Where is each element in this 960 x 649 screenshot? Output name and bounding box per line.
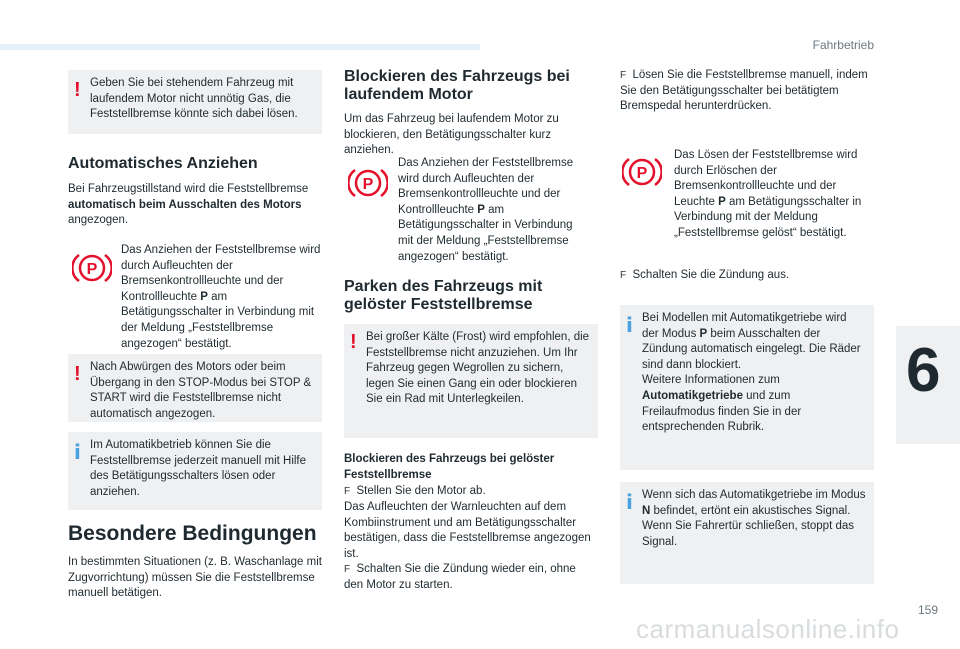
- step-bullet: F: [620, 70, 627, 81]
- chapter-number: 6: [906, 336, 941, 405]
- parking-brake-icon: [72, 250, 112, 286]
- section-heading: Automatisches Anziehen: [68, 155, 258, 172]
- info-text: Weitere Informationen zum Automatikgetriebe und zum Freilaufmodus finden Sie in der entsprechenden Rubrik.: [642, 374, 802, 434]
- icon-description: Das Anziehen der Feststellbremse wird durch Aufleuchten der Bremsenkontrollleuchte und der Kontrollleuchte P am Betätigungsschalter in Verbindung mit der Meldung „Feststellbremse angezogen“ bestätigt.: [121, 244, 321, 350]
- section-heading: Parken des Fahrzeugs mit gelöster Feststellbremse: [344, 278, 543, 313]
- sub-heading: Blockieren des Fahrzeugs bei gelöster Feststellbremse: [344, 453, 555, 481]
- warning-icon: !: [74, 363, 81, 385]
- parking-brake-icon: [348, 165, 388, 201]
- step: F Schalten Sie die Zündung wieder ein, ohne den Motor zu starten.: [344, 563, 576, 591]
- warning-text: Bei großer Kälte (Frost) wird empfohlen, die Feststellbremse nicht anzuziehen. Um Ihr Fahrzeug gegen Wegrollen zu sichern, legen Sie einen Gang ein oder blockieren Sie ein Rad mit Unterlegkeilen.: [366, 331, 590, 406]
- paragraph: Bei Fahrzeugstillstand wird die Feststellbremse automatisch beim Ausschalten des Motors angezogen.: [68, 183, 309, 227]
- warning-box: [344, 324, 598, 438]
- info-icon: i: [74, 440, 81, 464]
- info-text: Bei Modellen mit Automatikgetriebe wird der Modus P beim Ausschalten der Zündung automatisch eingelegt. Die Räder sind dann blockiert.: [642, 312, 861, 371]
- info-icon: i: [626, 490, 633, 514]
- step-bullet: F: [344, 564, 351, 575]
- info-box: [620, 482, 874, 584]
- svg-text:P: P: [636, 165, 648, 182]
- step-bullet: F: [620, 270, 627, 281]
- section-title: Fahrbetrieb: [812, 38, 874, 52]
- section-heading: Blockieren des Fahrzeugs bei laufendem Motor: [344, 68, 570, 103]
- info-icon: i: [626, 313, 633, 337]
- warning-box: [68, 354, 322, 422]
- svg-text:P: P: [362, 176, 374, 193]
- info-box: [620, 305, 874, 470]
- step-bullet: F: [344, 486, 351, 497]
- step: F Lösen Sie die Feststellbremse manuell, indem Sie den Betätigungsschalter bei betätigtem Bremspedal herunterdrücken.: [620, 69, 868, 113]
- warning-text: Geben Sie bei stehendem Fahrzeug mit laufendem Motor nicht unnötig Gas, die Feststellbremse könnte sich dabei lösen.: [90, 77, 298, 121]
- step: F Schalten Sie die Zündung aus.: [620, 269, 790, 281]
- header-accent-bar: [0, 44, 480, 50]
- warning-icon: !: [74, 79, 81, 101]
- watermark: carmanualsonline.info: [636, 614, 900, 644]
- step-explanation: Das Aufleuchten der Warnleuchten auf dem Kombiinstrument und am Betätigungsschalter bestätigen, dass die Feststellbremse angezogen ist.: [344, 501, 591, 560]
- parking-brake-icon: [622, 154, 662, 190]
- info-text: Im Automatikbetrieb können Sie die Feststellbremse jederzeit manuell mit Hilfe des Betätigungsschalters lösen oder anziehen.: [90, 439, 307, 498]
- page-number: 159: [918, 603, 939, 617]
- warning-box: [68, 70, 322, 134]
- info-box: [68, 432, 322, 510]
- step: F Stellen Sie den Motor ab.: [344, 485, 486, 497]
- info-text: Wenn sich das Automatikgetriebe im Modus N befindet, ertönt ein akustisches Signal. Wenn Sie Fahrertür schließen, stoppt das Signal.: [642, 489, 866, 548]
- svg-text:P: P: [86, 261, 98, 278]
- warning-text: Nach Abwürgen des Motors oder beim Übergang in den STOP-Modus bei STOP & START wird die Feststellbremse nicht automatisch angezogen.: [90, 361, 312, 420]
- warning-icon: !: [350, 331, 357, 353]
- paragraph: Um das Fahrzeug bei laufendem Motor zu blockieren, den Betätigungsschalter kurz anziehen.: [344, 113, 559, 157]
- section-heading: Besondere Bedingungen: [68, 522, 317, 545]
- icon-description: Das Lösen der Feststellbremse wird durch Erlöschen der Bremsenkontrollleuchte und der Leuchte P am Betätigungsschalter in Verbindung mit der Meldung „Feststellbremse gelöst“ bestätigt.: [674, 149, 862, 239]
- paragraph: In bestimmten Situationen (z. B. Waschanlage mit Zugvorrichtung) müssen Sie die Feststellbremse manuell betätigen.: [68, 556, 322, 600]
- icon-description: Das Anziehen der Feststellbremse wird durch Aufleuchten der Bremsenkontrollleuchte und der Kontrollleuchte P am Betätigungsschalter in Verbindung mit der Meldung „Feststellbremse angezogen“ bestätigt.: [398, 157, 574, 263]
